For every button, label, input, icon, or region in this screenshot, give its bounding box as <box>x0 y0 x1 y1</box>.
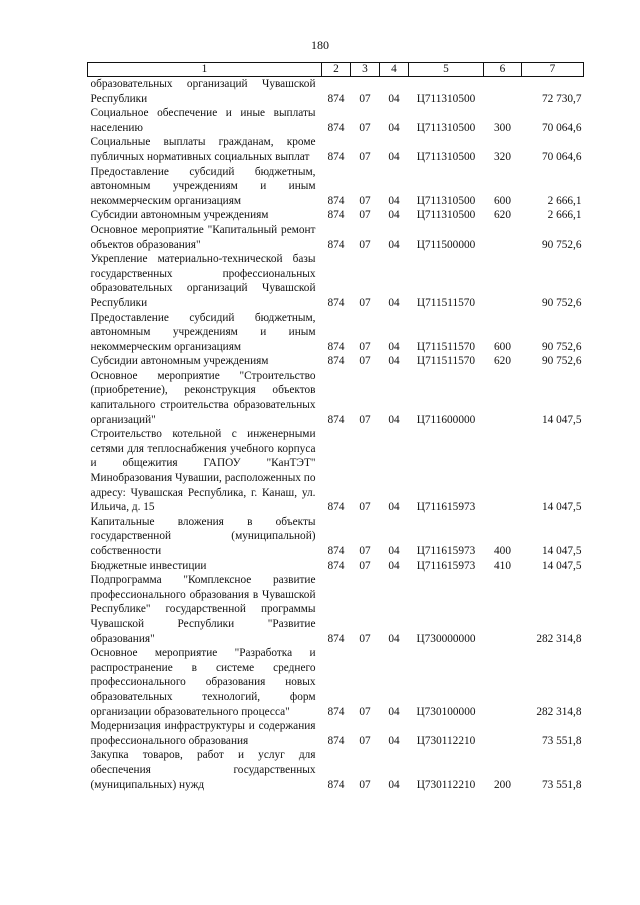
header-col-3: 3 <box>351 63 380 77</box>
row-subsection-code: 04 <box>388 121 400 134</box>
row-description: Основное мероприятие "Капитальный ремонт объектов образования" <box>90 223 316 251</box>
row-description: Бюджетные инвестиции <box>90 559 207 572</box>
row-department-code: 874 <box>327 238 345 251</box>
table-row <box>88 223 584 252</box>
row-target-article: Ц711511570 <box>416 355 476 368</box>
row-expense-type: 320 <box>494 150 511 163</box>
row-expense-type <box>484 573 522 646</box>
row-description: Субсидии автономным учреждениям <box>90 209 269 222</box>
row-target-article: Ц711310500 <box>416 209 476 222</box>
row-expense-type <box>484 369 522 427</box>
header-col-1: 1 <box>88 63 322 77</box>
row-subsection-code: 04 <box>388 238 400 251</box>
row-description: Укрепление материально-технической базы государственных профессиональных образовательных организаций Чувашской Республики <box>90 253 316 309</box>
table-row <box>88 208 584 223</box>
row-expense-type <box>484 427 522 515</box>
table-row <box>88 515 584 559</box>
row-department-code: 874 <box>327 545 345 557</box>
row-target-article: Ц711310500 <box>416 194 476 207</box>
row-expense-type: 620 <box>494 355 511 368</box>
table-row <box>88 646 584 719</box>
table-row <box>88 106 584 135</box>
row-description: Модернизация инфраструктуры и содержания профессионального образования <box>90 720 316 747</box>
row-department-code: 874 <box>327 413 345 426</box>
table-row <box>88 252 584 310</box>
row-subsection-code: 04 <box>388 545 400 557</box>
row-department-code: 874 <box>327 778 345 791</box>
row-amount: 90 752,6 <box>541 296 582 309</box>
row-amount: 2 666,1 <box>547 194 582 207</box>
row-amount: 14 047,5 <box>541 545 582 557</box>
table-header <box>88 63 584 77</box>
row-expense-type <box>484 77 522 107</box>
row-description: Капитальные вложения в объекты государственной (муниципальной) собственности <box>90 515 316 557</box>
row-section-code: 07 <box>359 340 371 353</box>
row-amount: 70 064,6 <box>541 121 582 134</box>
row-expense-type: 600 <box>494 194 511 207</box>
row-subsection-code: 04 <box>388 209 400 222</box>
row-subsection-code: 04 <box>388 632 400 645</box>
row-target-article: Ц711615973 <box>416 559 476 572</box>
row-section-code: 07 <box>359 705 371 718</box>
row-description: образовательных организаций Чувашской Республики <box>90 78 316 105</box>
row-department-code: 874 <box>327 92 345 105</box>
budget-table <box>87 62 584 792</box>
row-target-article: Ц711511570 <box>416 296 476 309</box>
row-section-code: 07 <box>359 92 371 105</box>
row-expense-type <box>484 223 522 252</box>
row-target-article: Ц711310500 <box>416 150 476 163</box>
row-section-code: 07 <box>359 150 371 163</box>
row-department-code: 874 <box>327 559 345 572</box>
row-section-code: 07 <box>359 734 371 747</box>
row-section-code: 07 <box>359 559 371 572</box>
row-department-code: 874 <box>327 121 345 134</box>
table-row <box>88 427 584 515</box>
row-expense-type: 600 <box>494 340 511 353</box>
row-subsection-code: 04 <box>388 150 400 163</box>
row-expense-type <box>484 252 522 310</box>
row-description: Субсидии автономным учреждениям <box>90 355 269 368</box>
row-amount: 90 752,6 <box>541 238 582 251</box>
row-subsection-code: 04 <box>388 194 400 207</box>
row-subsection-code: 04 <box>388 734 400 747</box>
page-number: 180 <box>311 38 329 52</box>
row-section-code: 07 <box>359 778 371 791</box>
row-target-article: Ц730112210 <box>416 734 476 747</box>
header-col-6: 6 <box>484 63 522 77</box>
header-col-5: 5 <box>409 63 484 77</box>
row-amount: 70 064,6 <box>541 150 582 163</box>
row-target-article: Ц730112210 <box>416 778 476 791</box>
row-department-code: 874 <box>327 209 345 222</box>
row-subsection-code: 04 <box>388 296 400 309</box>
table-row <box>88 559 584 574</box>
row-description: Социальное обеспечение и иные выплаты населению <box>90 107 316 134</box>
row-amount: 14 047,5 <box>541 501 582 514</box>
header-col-7: 7 <box>522 63 584 77</box>
row-target-article: Ц730100000 <box>416 705 476 718</box>
row-section-code: 07 <box>359 209 371 222</box>
row-expense-type <box>484 719 522 748</box>
row-department-code: 874 <box>327 734 345 747</box>
row-amount: 14 047,5 <box>541 413 582 426</box>
row-target-article: Ц711500000 <box>416 238 476 251</box>
table-row <box>88 311 584 355</box>
row-expense-type: 200 <box>494 778 511 791</box>
table-row <box>88 719 584 748</box>
row-target-article: Ц711310500 <box>416 121 476 134</box>
row-section-code: 07 <box>359 501 371 514</box>
table-body <box>88 77 584 793</box>
row-amount: 282 314,8 <box>536 632 582 645</box>
row-department-code: 874 <box>327 296 345 309</box>
table-row <box>88 165 584 209</box>
row-subsection-code: 04 <box>388 705 400 718</box>
row-subsection-code: 04 <box>388 559 400 572</box>
row-department-code: 874 <box>327 501 345 514</box>
row-section-code: 07 <box>359 355 371 368</box>
row-section-code: 07 <box>359 194 371 207</box>
row-department-code: 874 <box>327 632 345 645</box>
row-target-article: Ц711615973 <box>416 501 476 514</box>
row-amount: 73 551,8 <box>541 734 582 747</box>
row-department-code: 874 <box>327 705 345 718</box>
row-subsection-code: 04 <box>388 340 400 353</box>
row-description: Подпрограмма "Комплексное развитие профессионального образования в Чувашской Республике" государственной программы Чувашской Республики "Развитие образования" <box>90 574 316 645</box>
row-description: Социальные выплаты гражданам, кроме публичных нормативных социальных выплат <box>90 136 316 163</box>
row-expense-type: 400 <box>494 545 511 557</box>
row-amount: 90 752,6 <box>541 355 582 368</box>
row-section-code: 07 <box>359 545 371 557</box>
row-subsection-code: 04 <box>388 92 400 105</box>
row-amount: 72 730,7 <box>541 92 582 105</box>
row-department-code: 874 <box>327 150 345 163</box>
header-row <box>88 63 584 77</box>
row-expense-type: 410 <box>494 559 511 572</box>
row-expense-type: 300 <box>494 121 511 134</box>
table-row <box>88 77 584 107</box>
row-department-code: 874 <box>327 340 345 353</box>
row-amount: 2 666,1 <box>547 209 582 222</box>
header-col-4: 4 <box>380 63 409 77</box>
table-row <box>88 748 584 792</box>
table-row <box>88 369 584 427</box>
row-section-code: 07 <box>359 413 371 426</box>
row-amount: 90 752,6 <box>541 340 582 353</box>
row-subsection-code: 04 <box>388 501 400 514</box>
row-amount: 73 551,8 <box>541 778 582 791</box>
row-target-article: Ц711310500 <box>416 92 476 105</box>
row-description: Строительство котельной с инженерными сетями для теплоснабжения учебного корпуса и общежития ГАПОУ "КанТЭТ" Минобразования Чувашии, расположенных по адресу: Чувашская Республика, г. Канаш, ул. Ильича, д. 15 <box>90 428 316 514</box>
row-description: Закупка товаров, работ и услуг для обеспечения государственных (муниципальных) нужд <box>90 749 316 791</box>
row-department-code: 874 <box>327 194 345 207</box>
table-row <box>88 354 584 369</box>
table-row <box>88 573 584 646</box>
table-row <box>88 135 584 164</box>
row-subsection-code: 04 <box>388 355 400 368</box>
row-section-code: 07 <box>359 121 371 134</box>
row-description: Основное мероприятие "Строительство (приобретение), реконструкция объектов капитального строительства образовательных организаций" <box>90 369 316 426</box>
row-subsection-code: 04 <box>388 413 400 426</box>
row-section-code: 07 <box>359 632 371 645</box>
row-amount: 14 047,5 <box>541 559 582 572</box>
row-subsection-code: 04 <box>388 778 400 791</box>
row-target-article: Ц711600000 <box>416 413 476 426</box>
row-expense-type <box>484 646 522 719</box>
row-section-code: 07 <box>359 238 371 251</box>
row-target-article: Ц711511570 <box>416 340 476 353</box>
row-expense-type: 620 <box>494 209 511 222</box>
row-section-code: 07 <box>359 296 371 309</box>
row-description: Основное мероприятие "Разработка и распространение в системе среднего профессионального образования новых образовательных технологий, форм организации образовательного процесса" <box>90 647 316 718</box>
header-col-2: 2 <box>322 63 351 77</box>
row-description: Предоставление субсидий бюджетным, автономным учреждениям и иным некоммерческим организациям <box>90 165 316 207</box>
row-department-code: 874 <box>327 355 345 368</box>
row-target-article: Ц711615973 <box>416 545 476 557</box>
row-description: Предоставление субсидий бюджетным, автономным учреждениям и иным некоммерческим организациям <box>90 311 316 353</box>
row-target-article: Ц730000000 <box>416 632 476 645</box>
row-amount: 282 314,8 <box>536 705 582 718</box>
